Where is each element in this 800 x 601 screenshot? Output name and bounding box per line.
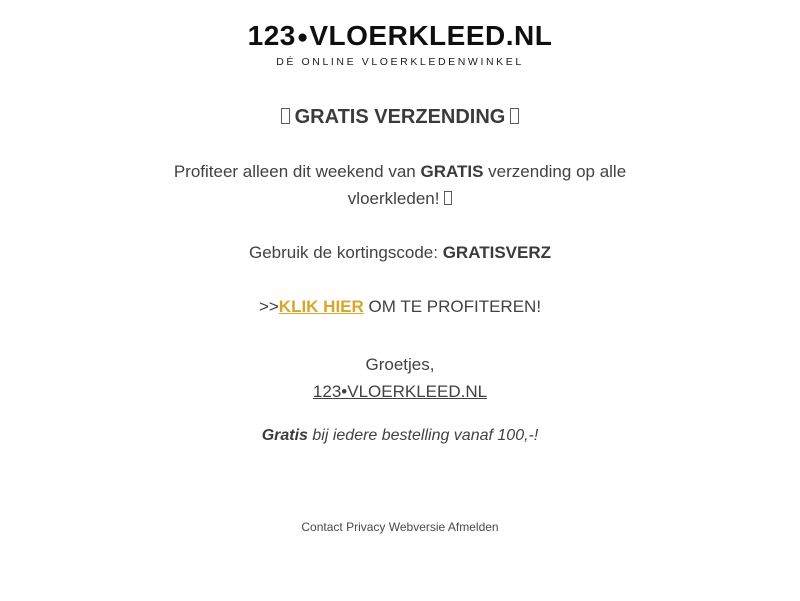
- footer-link-privacy[interactable]: Privacy: [346, 520, 386, 534]
- intro-highlight: GRATIS: [420, 162, 484, 181]
- brand-logo[interactable]: [248, 20, 553, 54]
- closing-block: [140, 351, 660, 405]
- logo-dot-icon: ●: [296, 27, 309, 48]
- missing-emoji-icon: [281, 108, 290, 124]
- brand-tagline: DÉ ONLINE VLOERKLEDENWINKEL: [276, 56, 524, 68]
- signature-link[interactable]: 123•VLOERKLEED.NL: [312, 382, 488, 401]
- logo-prefix: 123: [247, 20, 296, 51]
- email-body: [100, 0, 700, 599]
- discount-code-label: Gebruik de kortingscode:: [248, 243, 443, 262]
- promo-note: [140, 424, 660, 448]
- cta-prefix: >>: [258, 297, 279, 316]
- footer-link-contact[interactable]: Contact: [301, 520, 343, 534]
- promo-note-highlight: Gratis: [261, 427, 308, 444]
- logo-suffix: VLOERKLEED.NL: [309, 20, 553, 51]
- promo-headline: [140, 103, 660, 131]
- closing-text: Groetjes,: [365, 355, 435, 374]
- discount-code: GRATISVERZ: [442, 243, 552, 262]
- cta-link[interactable]: KLIK HIER: [278, 297, 364, 316]
- missing-emoji-icon: [444, 191, 452, 205]
- cta-paragraph: [140, 293, 660, 320]
- cta-suffix: OM TE PROFITEREN!: [363, 297, 542, 316]
- promo-note-rest: bij iedere bestelling vanaf 100,-!: [307, 427, 539, 444]
- discount-code-paragraph: [140, 239, 660, 266]
- intro-text-before: Profiteer alleen dit weekend van: [173, 162, 421, 181]
- intro-text-after: verzending op alle vloerkleden!: [347, 162, 627, 208]
- email-header: [140, 20, 660, 69]
- missing-emoji-icon: [510, 108, 519, 124]
- intro-paragraph: [140, 158, 660, 212]
- footer-link-webversie[interactable]: Webversie: [388, 520, 446, 534]
- footer-link-afmelden[interactable]: Afmelden: [447, 520, 499, 534]
- footer-links: [140, 520, 660, 599]
- promo-headline-text: GRATIS VERZENDING: [294, 106, 506, 128]
